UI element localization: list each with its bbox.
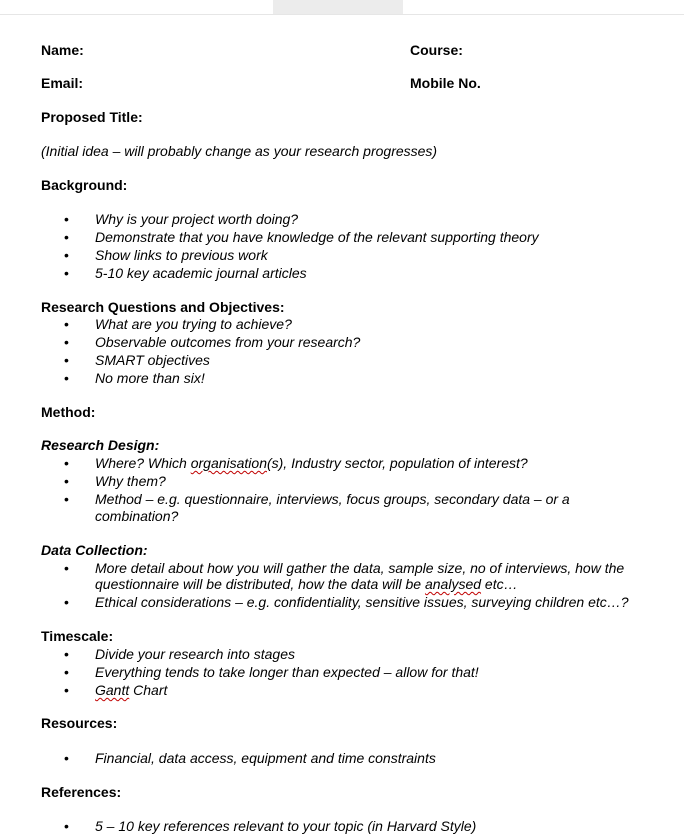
collection-item: Ethical considerations – e.g. confidentiality, sensitive issues, surveying children etc…? (95, 594, 629, 610)
timescale-heading: Timescale: (41, 628, 114, 644)
collection-item-continuation (95, 575, 518, 593)
questions-item: Observable outcomes from your research? (95, 334, 361, 350)
background-item: Demonstrate that you have knowledge of the relevant supporting theory (95, 229, 539, 245)
questions-item: What are you trying to achieve? (95, 316, 292, 332)
background-heading: Background: (41, 177, 128, 193)
bullet-icon: • (64, 818, 69, 834)
bullet-icon: • (64, 594, 69, 610)
timescale-item-text: Chart (129, 682, 168, 698)
design-item: Why them? (95, 473, 166, 489)
bullet-icon: • (64, 455, 69, 471)
proposed-title-label: Proposed Title: (41, 109, 143, 125)
bullet-icon: • (64, 750, 69, 766)
background-item: 5-10 key academic journal articles (95, 265, 307, 281)
questions-heading: Research Questions and Objectives: (41, 299, 285, 315)
spellcheck-word[interactable]: analysed (424, 576, 482, 592)
design-heading: Research Design: (41, 437, 160, 453)
collection-item: More detail about how you will gather the data, sample size, no of interviews, how the (95, 560, 625, 576)
timescale-item: Divide your research into stages (95, 646, 295, 662)
bullet-icon: • (64, 229, 69, 245)
bullet-icon: • (64, 491, 69, 507)
design-item: Method – e.g. questionnaire, interviews, focus groups, secondary data – or a (95, 491, 570, 507)
mobile-label: Mobile No. (410, 75, 481, 91)
timescale-item: Everything tends to take longer than expected – allow for that! (95, 664, 479, 680)
collection-heading: Data Collection: (41, 542, 148, 558)
bullet-icon: • (64, 334, 69, 350)
name-label: Name: (41, 42, 84, 58)
design-item-text: (s), Industry sector, population of interest? (266, 455, 528, 471)
resources-item: Financial, data access, equipment and time constraints (95, 750, 436, 766)
design-item-text: Where? Which (95, 455, 191, 471)
bullet-icon: • (64, 352, 69, 368)
title-note: (Initial idea – will probably change as your research progresses) (41, 143, 438, 159)
bullet-icon: • (64, 265, 69, 281)
email-label: Email: (41, 75, 84, 91)
resources-heading: Resources: (41, 715, 118, 731)
references-item: 5 – 10 key references relevant to your topic (in Harvard Style) (95, 818, 477, 834)
references-heading: References: (41, 784, 122, 800)
spellcheck-word[interactable]: organisation (190, 455, 267, 471)
timescale-item (95, 681, 167, 699)
bullet-icon: • (64, 682, 69, 698)
bullet-icon: • (64, 211, 69, 227)
collection-item-text: etc… (481, 576, 518, 592)
background-item: Why is your project worth doing? (95, 211, 299, 227)
bullet-icon: • (64, 370, 69, 386)
design-item-continuation: combination? (95, 508, 179, 524)
bullet-icon: • (64, 560, 69, 576)
method-heading: Method: (41, 404, 96, 420)
bullet-icon: • (64, 646, 69, 662)
collection-item-text: questionnaire will be distributed, how the data will be (95, 576, 425, 592)
bullet-icon: • (64, 316, 69, 332)
questions-item: SMART objectives (95, 352, 210, 368)
bullet-icon: • (64, 664, 69, 680)
bullet-icon: • (64, 473, 69, 489)
spellcheck-word[interactable]: Gantt (95, 682, 130, 698)
design-item (95, 454, 528, 472)
course-label: Course: (410, 42, 463, 58)
questions-item: No more than six! (95, 370, 205, 386)
bullet-icon: • (64, 247, 69, 263)
background-item: Show links to previous work (95, 247, 268, 263)
